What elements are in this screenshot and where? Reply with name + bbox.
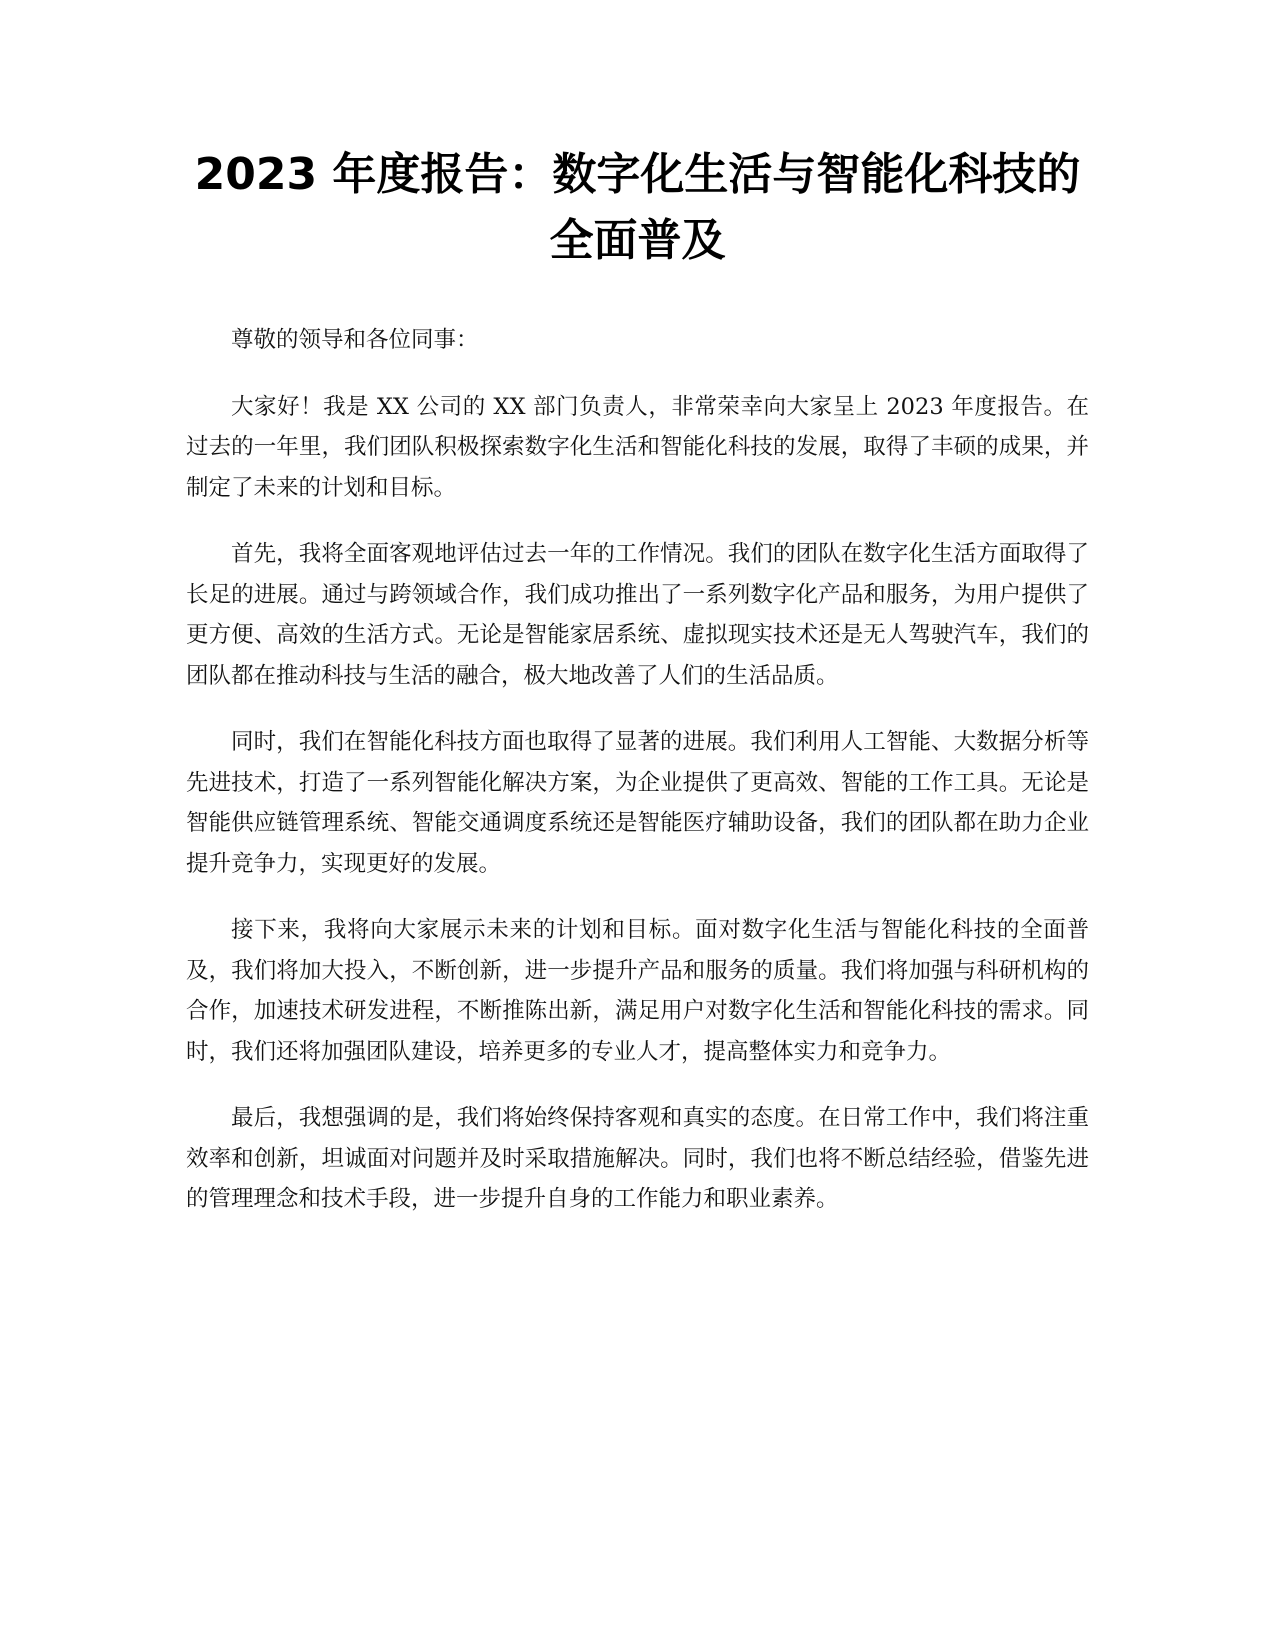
digital-life-paragraph: 首先，我将全面客观地评估过去一年的工作情况。我们的团队在数字化生活方面取得了长足的进展。通过与跨领域合作，我们成功推出了一系列数字化产品和服务，为用户提供了更方便、高效的生活方式。无论是智能家居系统、虚拟现实技术还是无人驾驶汽车，我们的团队都在推动科技与生活的融合，极大地改善了人们的生活品质。 [186, 541, 1089, 689]
greeting-paragraph: 大家好！我是 XX 公司的 XX 部门负责人，非常荣幸向大家呈上 2023 年度报告。在过去的一年里，我们团队积极探索数字化生活和智能化科技的发展，取得了丰硕的成果，并制定了未来的计划和目标。 [186, 393, 1089, 501]
title-line-1: 2023 年度报告：数字化生活与智能化科技的 [194, 149, 1081, 200]
closing-paragraph: 最后，我想强调的是，我们将始终保持客观和真实的态度。在日常工作中，我们将注重效率和创新，坦诚面对问题并及时采取措施解决。同时，我们也将不断总结经验，借鉴先进的管理理念和技术手段，进一步提升自身的工作能力和职业素养。 [186, 1105, 1089, 1212]
title-line-2: 全面普及 [549, 215, 726, 266]
intelligent-tech-paragraph: 同时，我们在智能化科技方面也取得了显著的进展。我们利用人工智能、大数据分析等先进技术，打造了一系列智能化解决方案，为企业提供了更高效、智能的工作工具。无论是智能供应链管理系统、智能交通调度系统还是智能医疗辅助设备，我们的团队都在助力企业提升竞争力，实现更好的发展。 [186, 729, 1089, 877]
document-body [186, 320, 1089, 1246]
salutation-paragraph: 尊敬的领导和各位同事： [231, 327, 479, 353]
future-plans-paragraph: 接下来，我将向大家展示未来的计划和目标。面对数字化生活与智能化科技的全面普及，我们将加大投入，不断创新，进一步提升产品和服务的质量。我们将加强与科研机构的合作，加速技术研发进程，不断推陈出新，满足用户对数字化生活和智能化科技的需求。同时，我们还将加强团队建设，培养更多的专业人才，提高整体实力和竞争力。 [186, 917, 1089, 1065]
document-title [150, 142, 1125, 274]
